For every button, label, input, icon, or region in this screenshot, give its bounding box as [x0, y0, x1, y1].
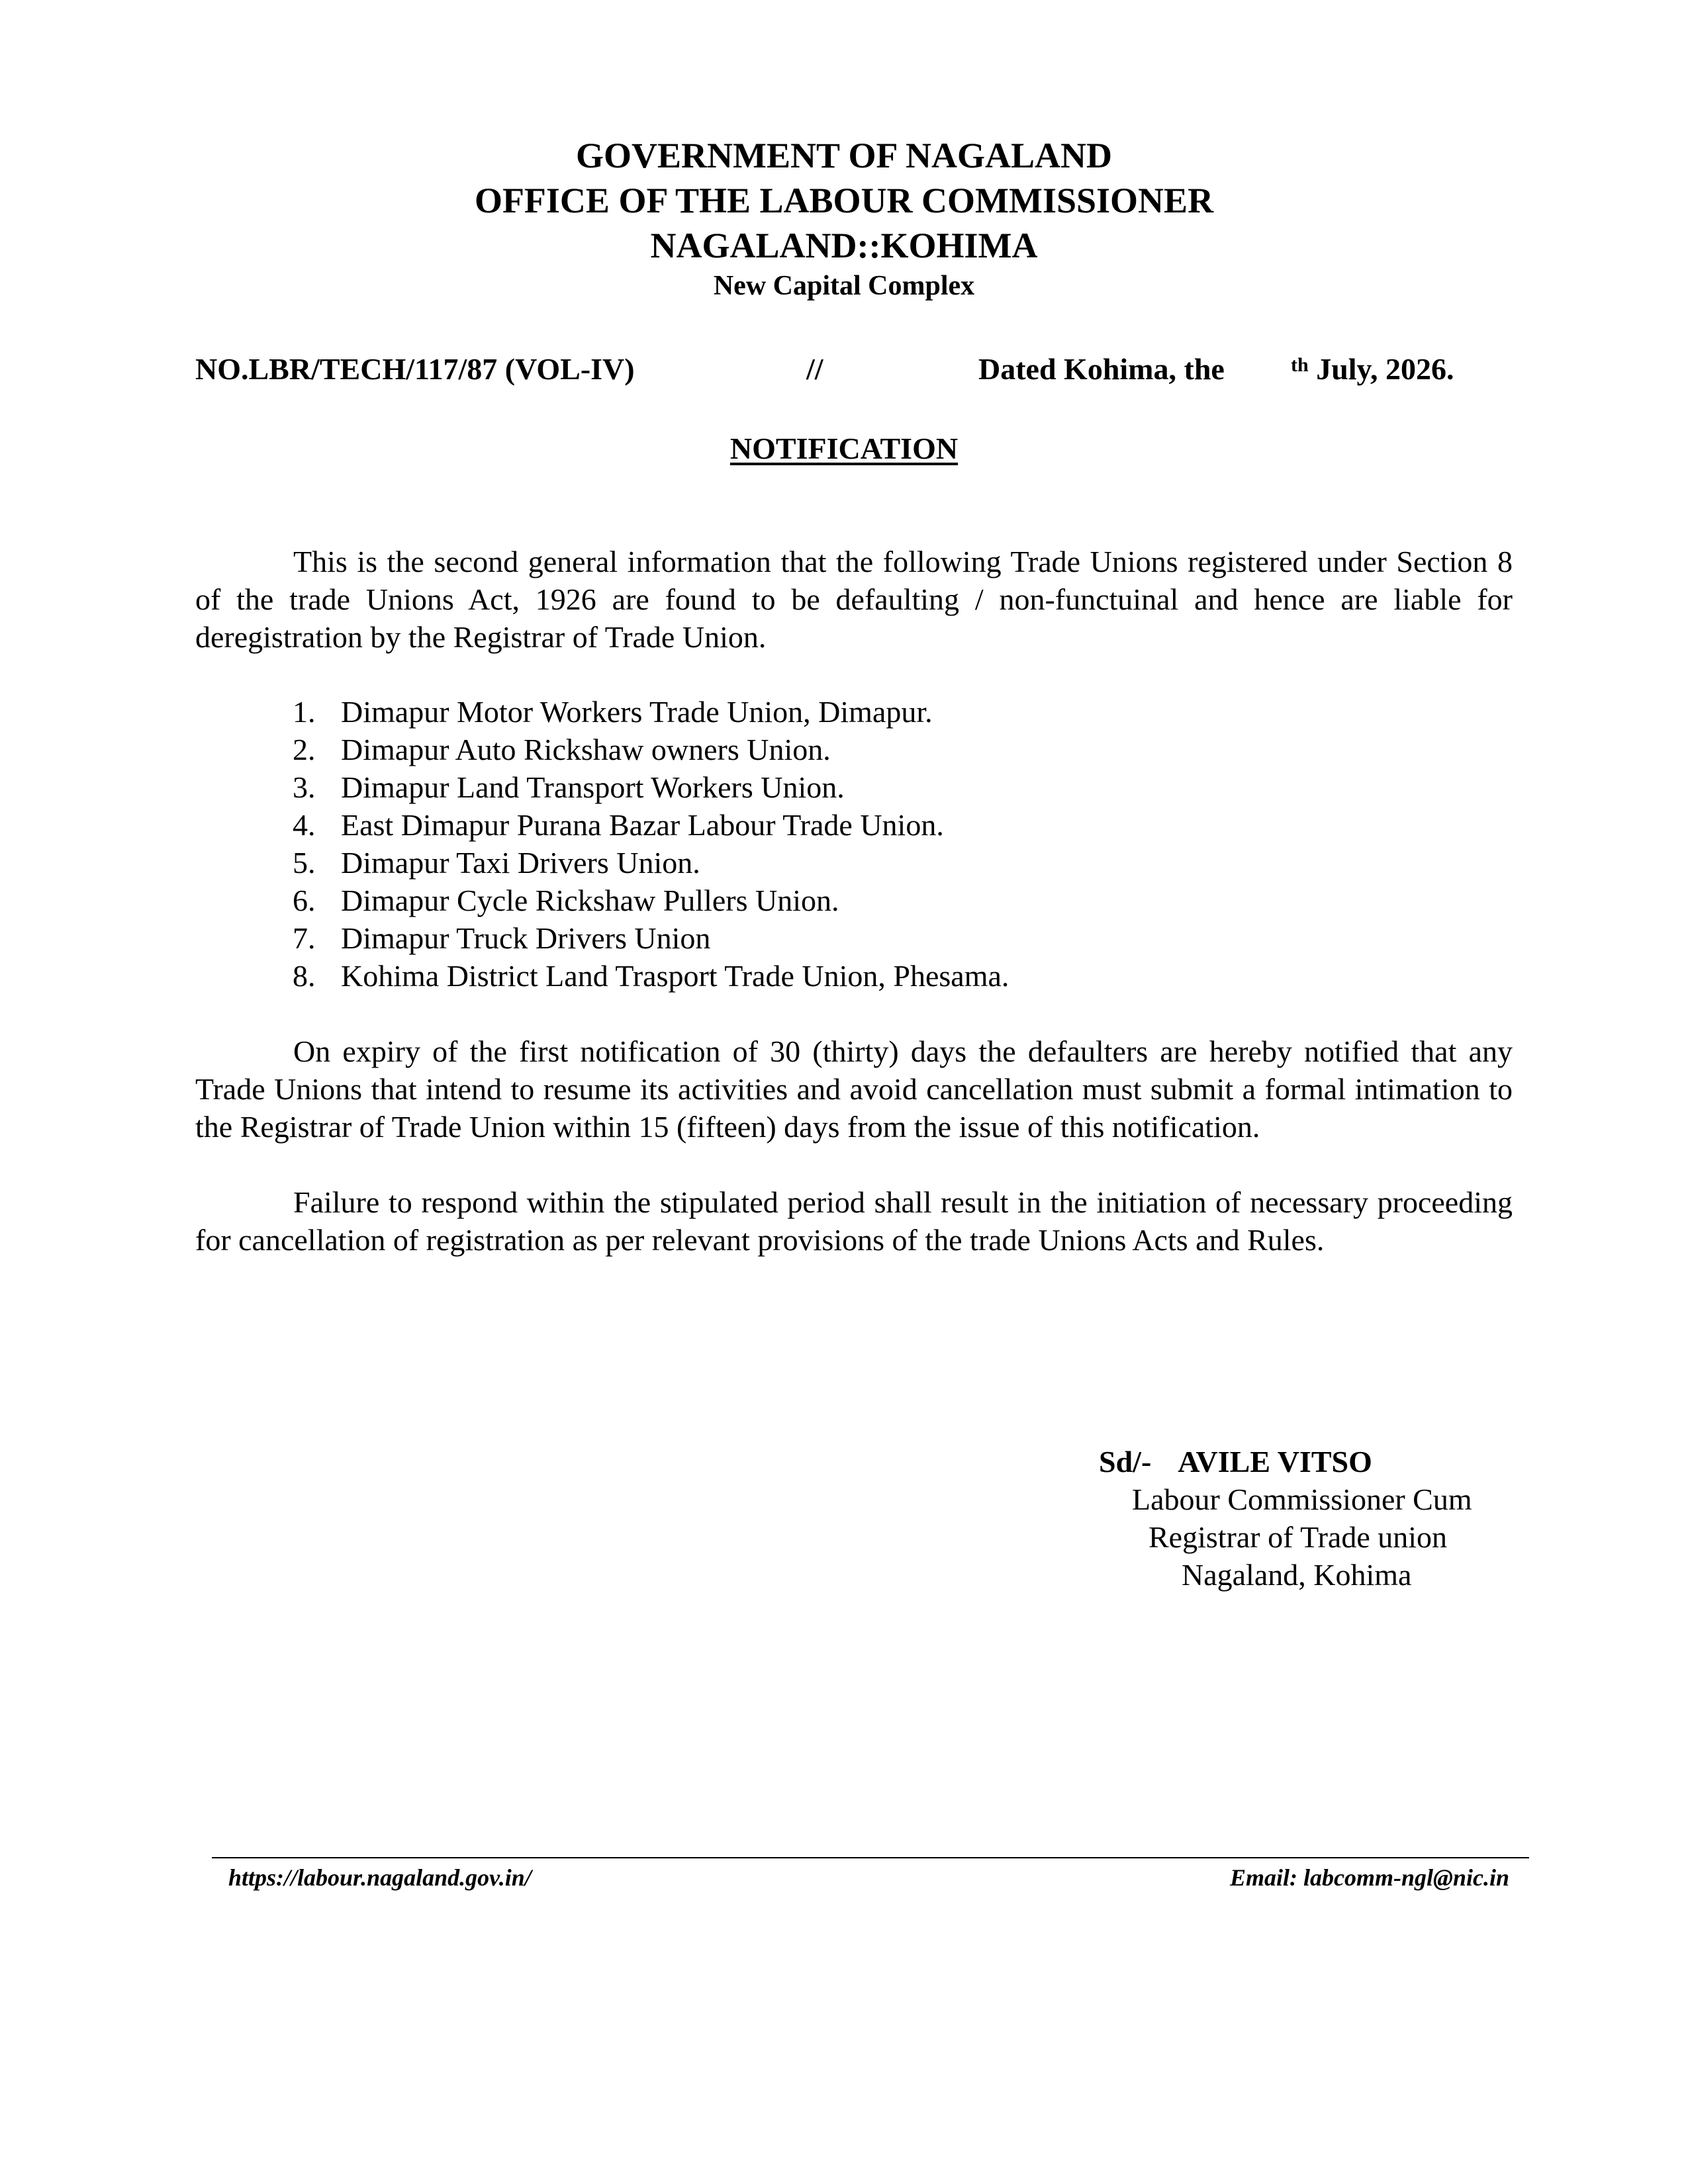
day-suffix: th	[1291, 354, 1309, 376]
signatory-line	[1099, 1443, 1562, 1480]
designation-line-2: Registrar of Trade union	[1149, 1520, 1448, 1554]
signatory-name: AVILE VITSO	[1178, 1445, 1372, 1479]
intro-paragraph: This is the second general information that the following Trade Unions registered under Section 8 of the trade Unions Act, 1926 are found to be defaulting / non-functuinal and hence are liable for deregistration by the Registrar of Trade Union.	[195, 545, 1513, 654]
reference-separator: //	[806, 352, 823, 386]
notice-paragraph: On expiry of the first notification of 30 (thirty) days the defaulters are hereby notified that any Trade Unions that intend to resume its activities and avoid cancellation must submit a formal intimation to the Registrar of Trade Union within 15 (fifteen) days from the issue of this notification.	[195, 1034, 1513, 1144]
list-item-name: Dimapur Auto Rickshaw owners Union.	[341, 733, 831, 766]
signed-marker: Sd/-	[1099, 1445, 1152, 1479]
header-location: NAGALAND::KOHIMA	[650, 226, 1038, 265]
footer-divider	[212, 1857, 1529, 1858]
list-item-name: Kohima District Land Trasport Trade Union, Phesama.	[341, 959, 1009, 993]
list-item-number: 6.	[293, 884, 316, 917]
list-item-number: 3.	[293, 770, 316, 804]
dated-label: Dated Kohima, the	[978, 352, 1225, 386]
list-item-number: 5.	[293, 846, 316, 880]
signatory-place: Nagaland, Kohima	[1182, 1558, 1412, 1592]
list-item-name: Dimapur Cycle Rickshaw Pullers Union.	[341, 884, 839, 917]
list-item-number: 4.	[293, 808, 316, 842]
failure-paragraph: Failure to respond within the stipulated period shall result in the initiation of necessary proceeding for cancellation of registration as per relevant provisions of the trade Unions Acts and Rules.	[195, 1185, 1513, 1257]
list-item-number: 1.	[293, 695, 316, 729]
list-item-name: Dimapur Taxi Drivers Union.	[341, 846, 700, 880]
list-item-name: Dimapur Motor Workers Trade Union, Dimapur.	[341, 695, 933, 729]
footer-email[interactable]: Email: labcomm-ngl@nic.in	[1230, 1864, 1509, 1891]
designation-line-1: Labour Commissioner Cum	[1132, 1482, 1472, 1516]
reference-line	[0, 349, 1688, 389]
header-government: GOVERNMENT OF NAGALAND	[575, 136, 1113, 175]
list-item-name: Dimapur Land Transport Workers Union.	[341, 770, 845, 804]
footer-website-link[interactable]: https://labour.nagaland.gov.in/	[228, 1864, 532, 1891]
list-item-name: East Dimapur Purana Bazar Labour Trade Union.	[341, 808, 944, 842]
signature-block	[1099, 1443, 1562, 1594]
list-item-number: 2.	[293, 733, 316, 766]
header-address: New Capital Complex	[713, 271, 975, 301]
reference-number: NO.LBR/TECH/117/87 (VOL-IV)	[195, 352, 635, 386]
list-item-number: 7.	[293, 921, 316, 955]
list-item-number: 8.	[293, 959, 316, 993]
list-item-name: Dimapur Truck Drivers Union	[341, 921, 711, 955]
date-month-year: July, 2026.	[1308, 352, 1454, 386]
header-office: OFFICE OF THE LABOUR COMMISSIONER	[474, 181, 1214, 220]
notification-title: NOTIFICATION	[729, 432, 959, 465]
date-value	[1291, 349, 1454, 389]
